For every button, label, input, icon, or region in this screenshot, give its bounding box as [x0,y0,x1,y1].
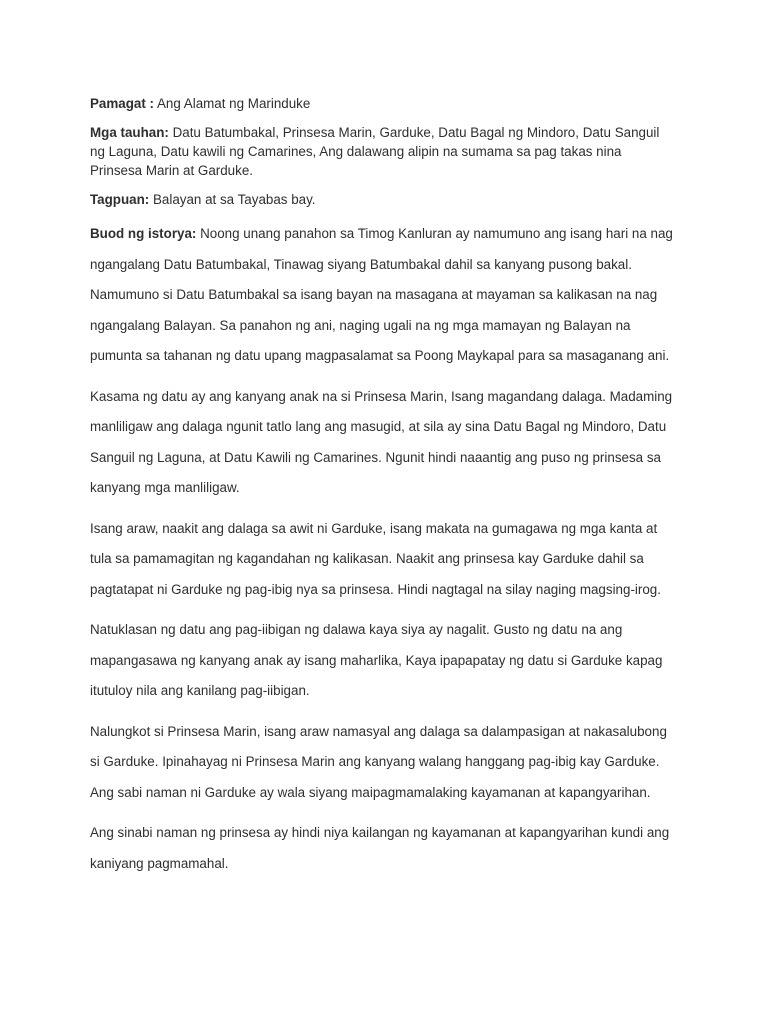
tauhan-line-3: Prinsesa Marin at Garduke. [90,163,253,178]
paragraph-line: Nalungkot si Prinsesa Marin, isang araw namasyal ang dalaga sa dalampasigan at nakasalubong [90,723,667,739]
buod-paragraph [90,219,700,372]
tagpuan-label: Tagpuan: [90,192,150,207]
pamagat-label: Pamagat : [90,96,154,111]
paragraph-line: kaniyang pagmamahal. [90,855,229,871]
pamagat-line [90,94,700,113]
buod-line-4: ngangalang Balayan. Sa panahon ng ani, naging ugali na ng mga mamayan ng Balayan na [90,317,631,333]
paragraph-line: Natuklasan ng datu ang pag-iibigan ng dalawa kaya siya ay nagalit. Gusto ng datu na ang [90,622,623,637]
paragraph-line: Kasama ng datu ay ang kanyang anak na si Prinsesa Marin, Isang magandang dalaga. Madaming [90,388,673,404]
paragraph-line: Sanguil ng Laguna, at Datu Kawili ng Camarines. Ngunit hindi naaantig ang puso ng prinsesa sa [90,449,661,465]
buod-line-2: ngangalang Datu Batumbakal, Tinawag siyang Batumbakal dahil sa kanyang pusong bakal. [90,256,632,272]
tauhan-paragraph [90,123,700,180]
paragraph-line: si Garduke. Ipinahayag ni Prinsesa Marin ang kanyang walang hanggang pag-ibig kay Garduke. [90,754,660,769]
paragraph-line: kanyang mga manliligaw. [90,480,240,495]
paragraph-line: manliligaw ang dalaga ngunit tatlo lang ang masugid, at sila ay sina Datu Bagal ng Mindoro, Datu [90,419,667,434]
paragraph-1 [90,382,700,504]
paragraph-line: tula sa pamamagitan ng kagandahan ng kalikasan. Naakit ang prinsesa kay Garduke dahil sa [90,551,644,566]
tagpuan-line [90,190,700,209]
paragraph-line: Ang sinabi naman ng prinsesa ay hindi niya kailangan ng kayamanan at kapangyarihan kundi ang [90,825,670,840]
tagpuan-value: Balayan at sa Tayabas bay. [149,192,316,207]
document-page [90,94,700,889]
paragraph-2 [90,514,700,606]
buod-label: Buod ng istorya: [90,226,197,241]
tauhan-text: Datu Batumbakal, Prinsesa Marin, Garduke, Datu Bagal ng Mindoro, Datu Sanguil [168,125,660,140]
buod-line-5: pumunta sa tahanan ng datu upang magpasalamat sa Poong Maykapal para sa masaganang ani. [90,348,670,363]
buod-line-3: Namumuno si Datu Batumbakal sa isang bayan na masagana at mayaman sa kalikasan na nag [90,287,658,302]
paragraph-line: Ang sabi naman ni Garduke ay wala siyang maipagmamalaking kayamanan at kapangyarihan. [90,784,651,800]
paragraph-line: pagtatapat ni Garduke ng pag-ibig nya sa prinsesa. Hindi nagtagal na silay naging magsing-irog. [90,581,661,597]
tauhan-line-1 [90,123,700,142]
buod-text: Noong unang panahon sa Timog Kanluran ay namumuno ang isang hari na nag [196,226,673,241]
paragraph-4 [90,717,700,809]
tauhan-line-2: ng Laguna, Datu kawili ng Camarines, Ang dalawang alipin na sumama sa pag takas nina [90,144,622,159]
paragraph-line: Isang araw, naakit ang dalaga sa awit ni Garduke, isang makata na gumagawa ng mga kanta at [90,520,658,536]
paragraph-3 [90,615,700,707]
paragraph-line: mapangasawa ng kanyang anak ay isang maharlika, Kaya ipapapatay ng datu si Garduke kapag [90,652,663,668]
buod-line-1 [90,219,700,250]
tauhan-label: Mga tauhan: [90,125,169,140]
paragraph-5 [90,818,700,879]
paragraph-line: itutuloy nila ang kanilang pag-iibigan. [90,683,310,698]
pamagat-value: Ang Alamat ng Marinduke [154,96,311,111]
